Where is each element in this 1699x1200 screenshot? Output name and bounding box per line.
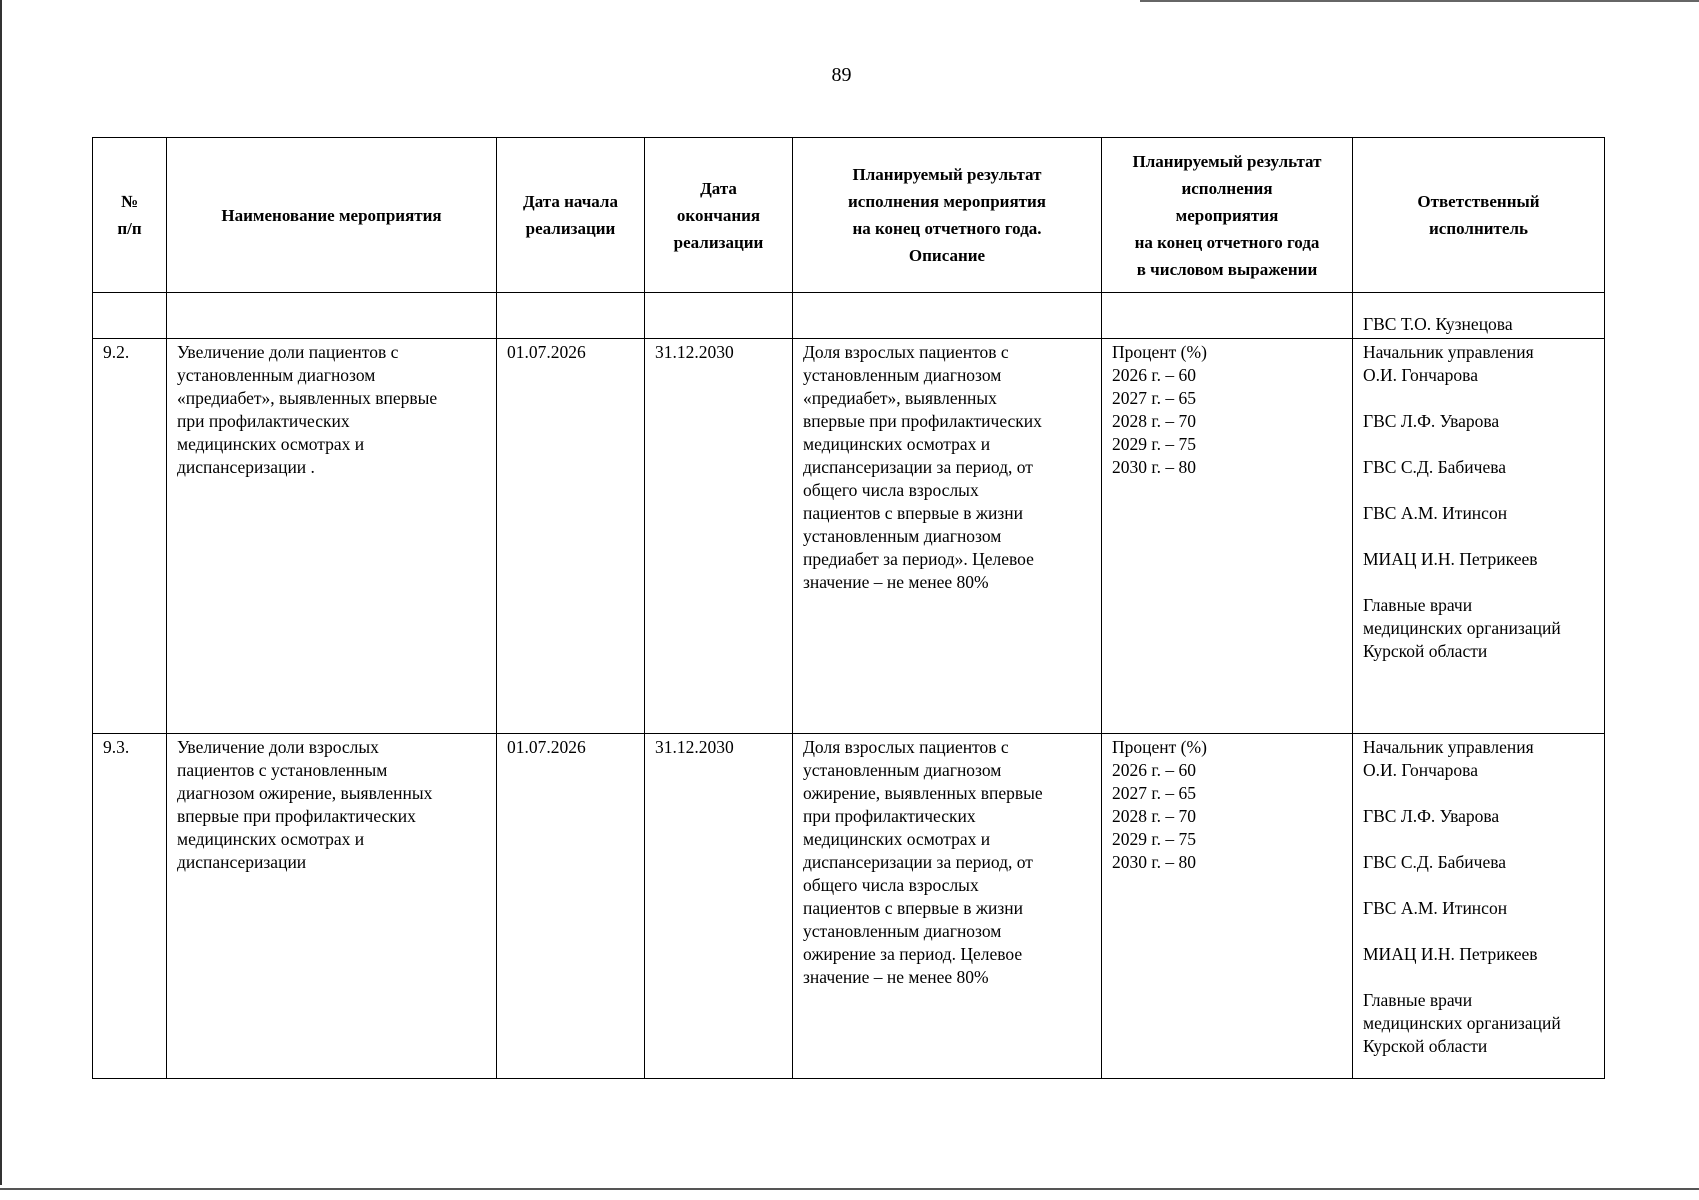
scan-edge-left xyxy=(0,0,2,1185)
end-date: 31.12.2030 xyxy=(645,339,793,734)
row-number: 9.2. xyxy=(93,339,167,734)
table-row-9-3 xyxy=(93,734,1605,1079)
start-date: 01.07.2026 xyxy=(497,339,645,734)
header-number: № п/п xyxy=(93,138,167,293)
carry-over-row xyxy=(93,293,1605,339)
result-numeric: Процент (%) 2026 г. – 60 2027 г. – 65 2028 г. – 70 2029 г. – 75 2030 г. – 80 xyxy=(1102,734,1353,1079)
scan-edge-top xyxy=(1140,0,1699,2)
row-number: 9.3. xyxy=(93,734,167,1079)
header-start-date: Дата начала реализации xyxy=(497,138,645,293)
table-cell xyxy=(645,293,793,339)
table-cell xyxy=(497,293,645,339)
table-cell xyxy=(1102,293,1353,339)
result-description: Доля взрослых пациентов с установленным диагнозом «предиабет», выявленных впервые при профилактических медицинских осмотрах и диспансеризации за период, от общего числа взрослых пациентов с впервые в жизни установленным диагнозом предиабет за период». Целевое значение – не менее 80% xyxy=(793,339,1102,734)
table-cell xyxy=(93,293,167,339)
start-date: 01.07.2026 xyxy=(497,734,645,1079)
end-date: 31.12.2030 xyxy=(645,734,793,1079)
header-name: Наименование мероприятия xyxy=(167,138,497,293)
responsible-cell: ГВС Т.О. Кузнецова xyxy=(1353,293,1605,339)
scan-edge-bottom xyxy=(0,1188,1699,1190)
measure-name: Увеличение доли взрослых пациентов с установленным диагнозом ожирение, выявленных впервые при профилактических медицинских осмотрах и диспансеризации xyxy=(167,734,497,1079)
table-cell xyxy=(167,293,497,339)
result-description: Доля взрослых пациентов с установленным диагнозом ожирение, выявленных впервые при профилактических медицинских осмотрах и диспансеризации за период, от общего числа взрослых пациентов с впервые в жизни установленным диагнозом ожирение за период. Целевое значение – не менее 80% xyxy=(793,734,1102,1079)
header-responsible: Ответственный исполнитель xyxy=(1353,138,1605,293)
table-row-9-2 xyxy=(93,339,1605,734)
measure-name: Увеличение доли пациентов с установленным диагнозом «предиабет», выявленных впервые при профилактических медицинских осмотрах и диспансеризации . xyxy=(167,339,497,734)
responsible-executors: Начальник управления О.И. Гончарова ГВС Л.Ф. Уварова ГВС С.Д. Бабичева ГВС А.М. Итинсон МИАЦ И.Н. Петрикеев Главные врачи медицинских организаций Курской области xyxy=(1353,734,1605,1079)
responsible-executors: Начальник управления О.И. Гончарова ГВС Л.Ф. Уварова ГВС С.Д. Бабичева ГВС А.М. Итинсон МИАЦ И.Н. Петрикеев Главные врачи медицинских организаций Курской области xyxy=(1353,339,1605,734)
header-row xyxy=(93,138,1605,293)
measures-table xyxy=(92,137,1605,1079)
header-result-description: Планируемый результат исполнения мероприятия на конец отчетного года. Описание xyxy=(793,138,1102,293)
result-numeric: Процент (%) 2026 г. – 60 2027 г. – 65 2028 г. – 70 2029 г. – 75 2030 г. – 80 xyxy=(1102,339,1353,734)
page-number: 89 xyxy=(831,64,852,86)
table-cell xyxy=(793,293,1102,339)
header-result-numeric: Планируемый результат исполнения мероприятия на конец отчетного года в числовом выражении xyxy=(1102,138,1353,293)
header-end-date: Дата окончания реализации xyxy=(645,138,793,293)
